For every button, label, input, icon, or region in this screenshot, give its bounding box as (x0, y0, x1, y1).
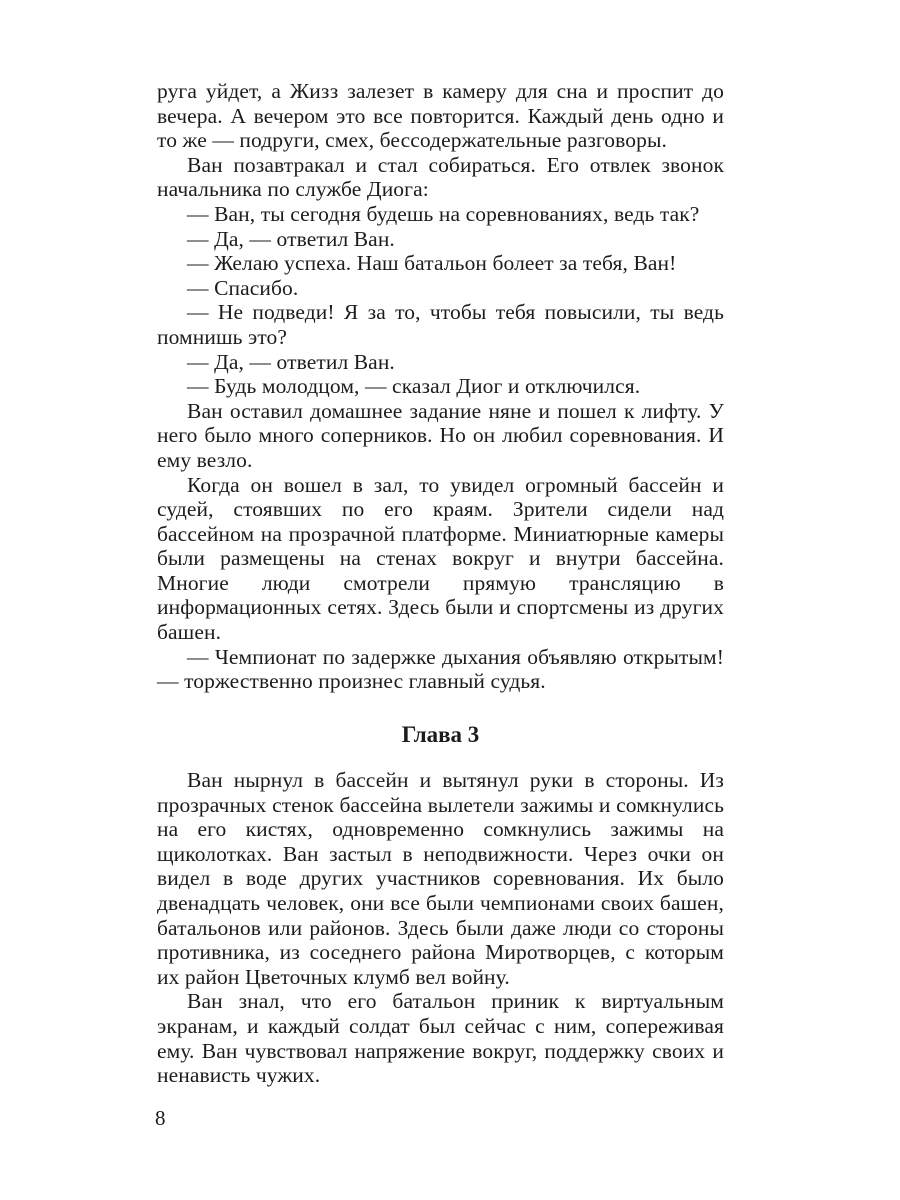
dialogue-line: — Желаю успеха. Наш батальон болеет за тебя, Ван! (187, 251, 677, 276)
dialogue-line: — Да, — ответил Ван. (187, 349, 395, 374)
dialogue-line: — Спасибо. (187, 275, 299, 300)
paragraph: Ван нырнул в бассейн и вытянул руки в стороны. Из прозрачных стенок бассейна вылетели зажимы и сомкнулись на его кистях, одновременно сомкнулись зажимы на щиколотках. Ван застыл в неподвижности. Через очки он видел в воде других участников соревнования. Их было двенадцать человек, они все были чемпионами своих башен, батальонов или районов. Здесь были даже люди со стороны противника, из соседнего района Миротворцев, с которым их район Цветочных клумб вел войну. (157, 768, 724, 989)
paragraph: Ван оставил домашнее задание няне и пошел к лифту. У него было много соперников. Но он любил соревнования. И ему везло. (157, 398, 724, 472)
page-number: 8 (155, 1106, 166, 1130)
dialogue-line: — Ван, ты сегодня будешь на соревнованиях, ведь так? (187, 201, 700, 226)
paragraph: руга уйдет, а Жизз залезет в камеру для сна и проспит до вечера. А вечером это все повторится. Каждый день одно и то же — подруги, смех, бессодержательные разговоры. (157, 79, 724, 153)
paragraph: Ван позавтракал и стал собираться. Его отвлек звонок начальника по службе Диога: (157, 152, 724, 202)
bottom-text-block (157, 768, 724, 1088)
paragraph: Ван знал, что его батальон приник к виртуальным экранам, и каждый солдат был сейчас с ним, сопереживая ему. Ван чувствовал напряжение вокруг, поддержку своих и ненависть чужих. (157, 989, 724, 1088)
dialogue-line: — Будь молодцом, — сказал Диог и отключился. (187, 374, 641, 399)
chapter-title: Глава 3 (401, 722, 480, 747)
paragraph: Когда он вошел в зал, то увидел огромный бассейн и судей, стоявших по его краям. Зрители сидели над бассейном на прозрачной платформе. Миниатюрные камеры были размещены на стенах вокруг и внутри бассейна. Многие люди смотрели прямую трансляцию в информационных сетях. Здесь были и спортсмены из других башен. (157, 472, 724, 645)
top-text-block (157, 79, 724, 694)
dialogue-line: — Чемпионат по задержке дыхания объявляю открытым! — торжественно произнес главный судья. (157, 644, 724, 694)
dialogue-line: — Да, — ответил Ван. (187, 226, 395, 251)
dialogue-line: — Не подведи! Я за то, чтобы тебя повысили, ты ведь помнишь это? (157, 300, 724, 349)
